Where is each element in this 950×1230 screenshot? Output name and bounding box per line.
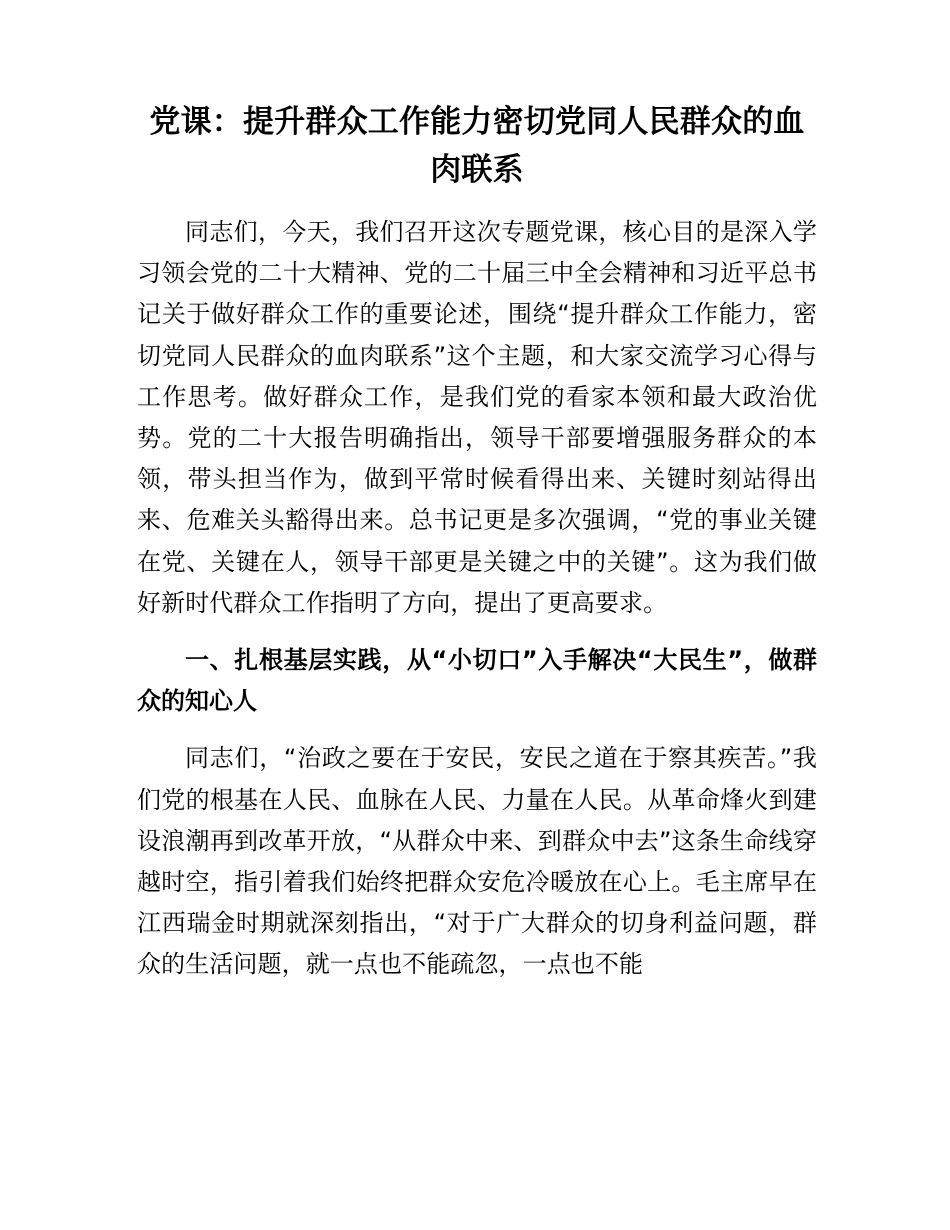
paragraph-intro: 同志们，今天，我们召开这次专题党课，核心目的是深入学习领会党的二十大精神、党的二十届三中全会精神和习近平总书记关于做好群众工作的重要论述，围绕“提升群众工作能力，密切党同人民群众的血肉联系”这个主题，和大家交流学习心得与工作思考。做好群众工作，是我们党的看家本领和最大政治优势。党的二十大报告明确指出，领导干部要增强服务群众的本领，带头担当作为，做到平常时候看得出来、关键时刻站得出来、危难关头豁得出来。总书记更是多次强调，“党的事业关键在党、关键在人，领导干部更是关键之中的关键”。这为我们做好新时代群众工作指明了方向，提出了更高要求。 xyxy=(137,218,817,617)
page-title: 党课：提升群众工作能力密切党同人民群众的血肉联系 xyxy=(149,104,805,188)
paragraph-section-one-body: 同志们，“治政之要在于安民，安民之道在于察其疾苦。”我们党的根基在人民、血脉在人民、力量在人民。从革命烽火到建设浪潮再到改革开放，“从群众中来、到群众中去”这条生命线穿越时空，指引着我们始终把群众安危冷暖放在心上。毛主席早在江西瑞金时期就深刻指出，“对于广大群众的切身利益问题，群众的生活问题，就一点也不能疏忽，一点也不能 xyxy=(137,744,817,979)
heading-section-one: 一、扎根基层实践，从“小切口”入手解决“大民生”，做群众的知心人 xyxy=(137,646,817,716)
document-content xyxy=(137,98,817,988)
